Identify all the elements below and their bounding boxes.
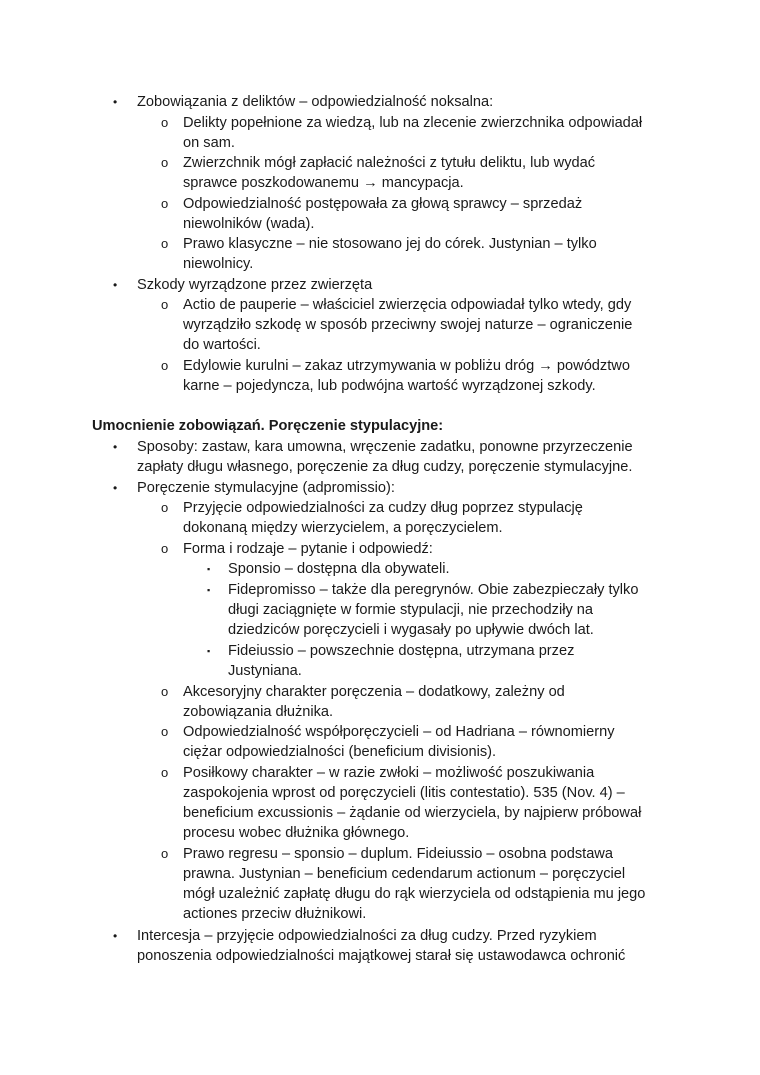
bullet-level2: o bbox=[161, 500, 169, 515]
list-item: Zwierzchnik mógł zapłacić należności z tytułu deliktu, lub wydać bbox=[183, 155, 596, 171]
bullet-level2: o bbox=[161, 155, 169, 170]
list-item: Poręczenie stymulacyjne (adpromissio): bbox=[137, 480, 395, 496]
list-item-continuation: do wartości. bbox=[183, 337, 261, 353]
bullet-level3: ▪ bbox=[207, 646, 211, 656]
bullet-level2: o bbox=[161, 196, 169, 211]
list-item: Sposoby: zastaw, kara umowna, wręczenie zadatku, ponowne przyrzeczenie bbox=[137, 439, 633, 455]
list-item: Przyjęcie odpowiedzialności za cudzy dług poprzez stypulację bbox=[183, 500, 583, 516]
list-item: Prawo regresu – sponsio – duplum. Fideiussio – osobna podstawa bbox=[183, 846, 613, 862]
list-item-continuation: mógł uzależnić zapłatę długu do rąk wierzyciela od odstąpienia mu jego bbox=[183, 886, 646, 902]
list-item-continuation: Justyniana. bbox=[228, 663, 302, 679]
list-item-continuation: sprawce poszkodowanemu → mancypacja. bbox=[183, 175, 464, 191]
bullet-level1: • bbox=[113, 929, 118, 943]
list-item-continuation: wyrządziło szkodę w sposób przeciwny swojej naturze – ograniczenie bbox=[183, 317, 633, 333]
bullet-level1: • bbox=[113, 278, 118, 292]
bullet-level3: ▪ bbox=[207, 564, 211, 574]
list-item-continuation: procesu wobec dłużnika głównego. bbox=[183, 825, 410, 841]
list-item: Szkody wyrządzone przez zwierzęta bbox=[137, 277, 373, 293]
list-item: Edylowie kurulni – zakaz utrzymywania w pobliżu dróg → powództwo bbox=[183, 358, 630, 374]
list-item-continuation: zaspokojenia wprost od poręczycieli (litis contestatio). 535 (Nov. 4) – bbox=[183, 785, 625, 801]
bullet-level1: • bbox=[113, 95, 118, 109]
section-heading: Umocnienie zobowiązań. Poręczenie stypulacyjne: bbox=[92, 418, 444, 434]
list-item: Forma i rodzaje – pytanie i odpowiedź: bbox=[183, 541, 433, 557]
list-item-continuation: długi zaciągnięte w formie stypulacji, nie przechodziły na bbox=[228, 602, 594, 618]
list-item: Odpowiedzialność współporęczycieli – od Hadriana – równomierny bbox=[183, 724, 615, 740]
list-item: Fideiussio – powszechnie dostępna, utrzymana przez bbox=[228, 643, 575, 659]
list-item-continuation: zobowiązania dłużnika. bbox=[183, 704, 334, 720]
list-item: Prawo klasyczne – nie stosowano jej do córek. Justynian – tylko bbox=[183, 236, 597, 252]
list-item-continuation: dokonaną między wierzycielem, a poręczycielem. bbox=[183, 520, 503, 536]
bullet-level1: • bbox=[113, 481, 118, 495]
list-item: Akcesoryjny charakter poręczenia – dodatkowy, zależny od bbox=[183, 684, 565, 700]
list-item-continuation: prawna. Justynian – beneficium cedendarum actionum – poręczyciel bbox=[183, 866, 626, 882]
bullet-level2: o bbox=[161, 724, 169, 739]
list-item-continuation: beneficium excussionis – żądanie od wierzyciela, by najpierw próbował bbox=[183, 805, 642, 821]
list-item-continuation: zapłaty długu własnego, poręczenie za dług cudzy, poręczenie stymulacyjne. bbox=[137, 459, 633, 475]
list-item: Delikty popełnione za wiedzą, lub na zlecenie zwierzchnika odpowiadał bbox=[183, 115, 643, 131]
list-item-continuation: ponoszenia odpowiedzialności majątkowej starał się ustawodawca ochronić bbox=[137, 948, 626, 964]
list-item-continuation: niewolników (wada). bbox=[183, 216, 315, 232]
list-item-continuation: karne – pojedyncza, lub podwójna wartość wyrządzonej szkody. bbox=[183, 378, 596, 394]
list-item-continuation: actiones przeciw dłużnikowi. bbox=[183, 906, 367, 922]
list-item: Intercesja – przyjęcie odpowiedzialności za dług cudzy. Przed ryzykiem bbox=[137, 928, 597, 944]
list-item: Odpowiedzialność postępowała za głową sprawcy – sprzedaż bbox=[183, 196, 583, 212]
list-item-continuation: niewolnicy. bbox=[183, 256, 254, 272]
bullet-level2: o bbox=[161, 358, 169, 373]
bullet-level2: o bbox=[161, 236, 169, 251]
list-item: Zobowiązania z deliktów – odpowiedzialność noksalna: bbox=[137, 94, 494, 110]
bullet-level2: o bbox=[161, 846, 169, 861]
list-item-continuation: ciężar odpowiedzialności (beneficium divisionis). bbox=[183, 744, 497, 760]
list-item-continuation: dziedziców poręczycieli i wygasały po upływie dwóch lat. bbox=[228, 622, 594, 638]
bullet-level3: ▪ bbox=[207, 585, 211, 595]
bullet-level2: o bbox=[161, 765, 169, 780]
bullet-level2: o bbox=[161, 541, 169, 556]
bullet-level2: o bbox=[161, 115, 169, 130]
bullet-level1: • bbox=[113, 440, 118, 454]
list-item: Actio de pauperie – właściciel zwierzęcia odpowiadał tylko wtedy, gdy bbox=[183, 297, 632, 313]
list-item: Fidepromisso – także dla peregrynów. Obie zabezpieczały tylko bbox=[228, 582, 639, 598]
bullet-level2: o bbox=[161, 684, 169, 699]
list-item: Sponsio – dostępna dla obywateli. bbox=[228, 561, 450, 577]
list-item-continuation: on sam. bbox=[183, 135, 235, 151]
list-item: Posiłkowy charakter – w razie zwłoki – możliwość poszukiwania bbox=[183, 765, 595, 781]
bullet-level2: o bbox=[161, 297, 169, 312]
